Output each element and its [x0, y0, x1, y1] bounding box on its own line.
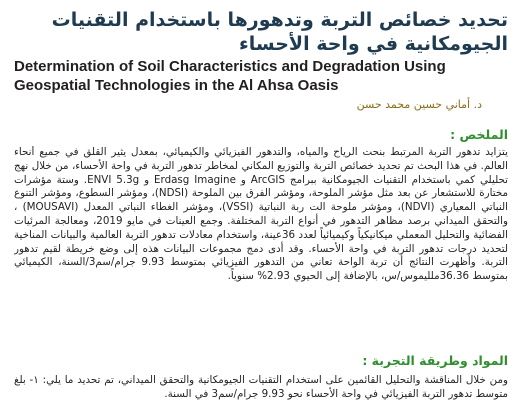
methodology-body: ومن خلال المناقشة والتحليل القائمين على استخدام التقنيات الجيومكانية والتحقق الميداني، تم تحديد ما يلي: ١- بلغ متوسط تدهور التربة الفيزيائي في واحة الأحساء نحو 9.93 جرام/سم3 في السنة.	[14, 374, 508, 400]
author-name: د. أماني حسين محمد حسن	[356, 98, 482, 111]
english-title: Determination of Soil Characteristics and Degradation Using Geospatial Technologies in the Al Ahsa Oasis	[14, 58, 446, 94]
methodology-heading: المواد وطريقة التجربة :	[362, 353, 508, 368]
abstract-heading: الملخص :	[450, 127, 508, 142]
abstract-body: يتزايد تدهور التربة المرتبط بنحت الرياح والمياه، والتدهور الفيزيائي والكيميائي، بمعدل يثير القلق في جميع أنحاء العالم. في هذا البحث تم تحديد خصائص التربة والتوزيع المكاني لمخاطر تدهور التربة في واحة الأحساء، من خلال نهج تحليلي كمي باستخدام التقنيات الجيومكانية ببرامج ArcGIS و Erdasg Imagine و ENVI 5.3g. وستة مؤشرات مختارة للاستشعار عن بعد مثل مؤشر الملوحة، ومؤشر الفرق بين الملوحة (NDSI)، ومؤشر السطوع، ومؤشر التنوع النباتي المعياري (NDVI)، ومؤشر ملوحة الت ربة النباتية (VSSI)، ومؤشر الغطاء النباتي المعدل (MOUSAVI) ، والتحقق الميداني برصد مظاهر التدهور في أنواع التربة المختلفة. وجمع العينات في مايو 2019، ومعالجة المرئيات الفضائية والتحليل المعملي ميكانيكياً وكيميائياً لعدد 36عينة، واستخدام معادلات تدهور التربة العالمية والبيانات المناخية لتحديد درجات تدهور التربة في واحة الأحساء. وقد أدى دمج مجموعات البيانات هذه إلى وضع خريطة لقيم تدهور التربة. وأظهرت النتائج أن تربة الواحة تعاني من التدهور الفيزيائي بمتوسط 9.93 جرام/سم3/السنة، الكيميائي بمتوسط 36.36ملليموس/س، بالإضافة إلى الحيوي 2.93% سنوياً.	[14, 146, 508, 283]
arabic-title: تحديد خصائص التربة وتدهورها باستخدام التقنيات الجيومكانية في واحة الأحساء	[51, 9, 508, 55]
